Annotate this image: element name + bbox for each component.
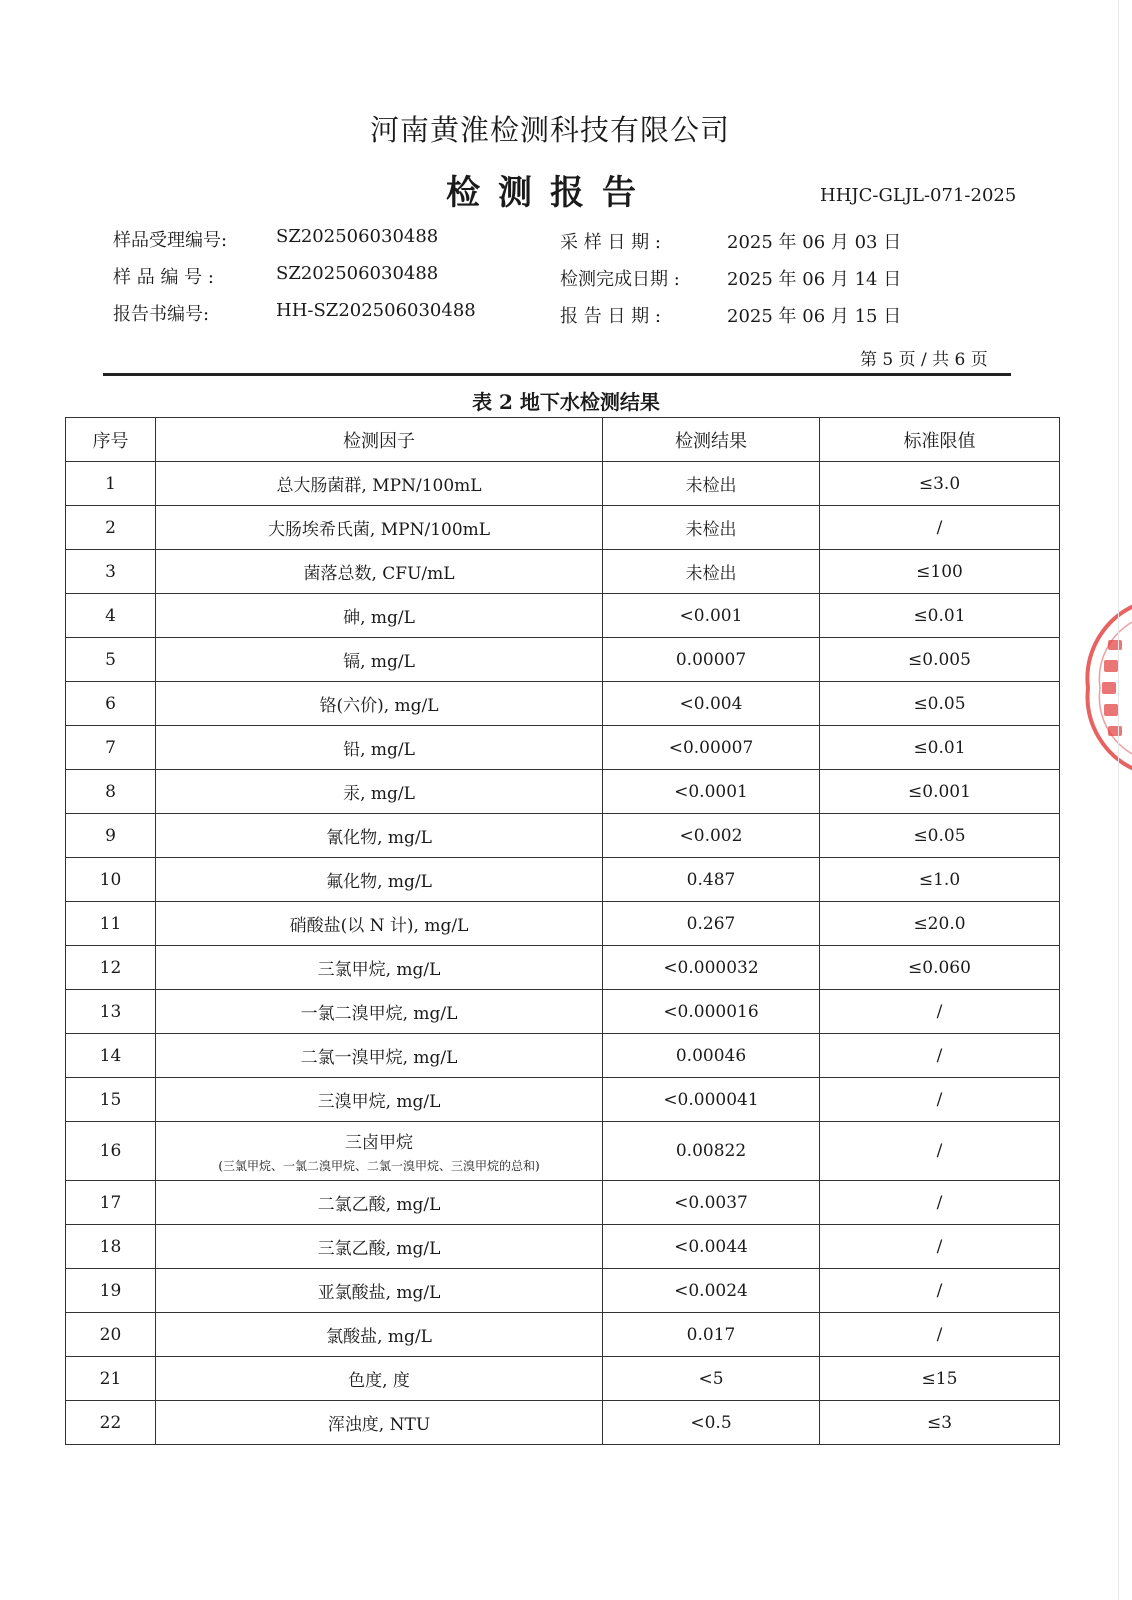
table-row [66, 1225, 1060, 1269]
cell-no: 8 [66, 770, 156, 814]
table-row [66, 550, 1060, 594]
company-name: 河南黄淮检测科技有限公司 [369, 113, 730, 147]
meta-value-sampling-date: 2025 年 06 月 03 日 [727, 232, 902, 253]
cell-item: 铅, mg/L [156, 726, 603, 770]
cell-limit: / [820, 1078, 1060, 1122]
cell-item: 亚氯酸盐, mg/L [156, 1269, 603, 1313]
table-row [66, 726, 1060, 770]
cell-no: 17 [66, 1181, 156, 1225]
cell-limit: / [820, 1122, 1060, 1181]
cell-limit: ≤0.005 [820, 638, 1060, 682]
cell-item: 色度, 度 [156, 1357, 603, 1401]
seal-stamp-fragment [1078, 600, 1132, 775]
table-row [66, 682, 1060, 726]
cell-result: 0.00822 [603, 1122, 820, 1181]
table-row [66, 770, 1060, 814]
header-limit: 标准限值 [820, 418, 1060, 462]
table-row [66, 1357, 1060, 1401]
table-row [66, 1034, 1060, 1078]
cell-result: <0.000032 [603, 946, 820, 990]
results-table [65, 417, 1060, 1445]
cell-item: 砷, mg/L [156, 594, 603, 638]
table-header-row [66, 418, 1060, 462]
cell-item: 氯酸盐, mg/L [156, 1313, 603, 1357]
cell-item: 一氯二溴甲烷, mg/L [156, 990, 603, 1034]
cell-result: <0.0001 [603, 770, 820, 814]
cell-limit: ≤100 [820, 550, 1060, 594]
cell-item: 二氯乙酸, mg/L [156, 1181, 603, 1225]
page-number: 第 5 页 / 共 6 页 [860, 350, 988, 370]
meta-label-sample-no: 样 品 编 号 : [113, 267, 214, 288]
table-row [66, 814, 1060, 858]
table-row [66, 594, 1060, 638]
cell-item: 汞, mg/L [156, 770, 603, 814]
table-row [66, 506, 1060, 550]
cell-no: 1 [66, 462, 156, 506]
cell-limit: ≤15 [820, 1357, 1060, 1401]
cell-limit: ≤1.0 [820, 858, 1060, 902]
cell-no: 15 [66, 1078, 156, 1122]
cell-result: <0.0024 [603, 1269, 820, 1313]
cell-result: 0.487 [603, 858, 820, 902]
cell-item: 菌落总数, CFU/mL [156, 550, 603, 594]
cell-limit: ≤20.0 [820, 902, 1060, 946]
cell-no: 11 [66, 902, 156, 946]
cell-result: <0.001 [603, 594, 820, 638]
cell-no: 19 [66, 1269, 156, 1313]
table-row [66, 1401, 1060, 1445]
cell-item: 三氯甲烷, mg/L [156, 946, 603, 990]
meta-value-report-date: 2025 年 06 月 15 日 [727, 306, 902, 327]
cell-no: 16 [66, 1122, 156, 1181]
cell-item: 总大肠菌群, MPN/100mL [156, 462, 603, 506]
cell-no: 5 [66, 638, 156, 682]
cell-no: 7 [66, 726, 156, 770]
cell-no: 6 [66, 682, 156, 726]
meta-value-accept-no: SZ202506030488 [276, 226, 439, 247]
header-item: 检测因子 [156, 418, 603, 462]
meta-label-report-no: 报告书编号: [113, 304, 210, 325]
table-row [66, 638, 1060, 682]
cell-limit: / [820, 1225, 1060, 1269]
cell-item: 大肠埃希氏菌, MPN/100mL [156, 506, 603, 550]
cell-item: 氰化物, mg/L [156, 814, 603, 858]
cell-result: <0.5 [603, 1401, 820, 1445]
report-title: 检测报告 [446, 173, 654, 213]
cell-item: 三氯乙酸, mg/L [156, 1225, 603, 1269]
document-code: HHJC-GLJL-071-2025 [820, 185, 1017, 206]
cell-item: 镉, mg/L [156, 638, 603, 682]
cell-item: 铬(六价), mg/L [156, 682, 603, 726]
cell-result: 0.017 [603, 1313, 820, 1357]
table-row [66, 858, 1060, 902]
cell-result: <0.0044 [603, 1225, 820, 1269]
cell-result: <0.002 [603, 814, 820, 858]
cell-result: <0.004 [603, 682, 820, 726]
cell-limit: ≤0.05 [820, 682, 1060, 726]
cell-result: 0.00046 [603, 1034, 820, 1078]
cell-result: <0.00007 [603, 726, 820, 770]
cell-item-main: 三卤甲烷 [345, 1133, 413, 1153]
cell-no: 10 [66, 858, 156, 902]
cell-result: <0.000041 [603, 1078, 820, 1122]
meta-label-accept-no: 样品受理编号: [113, 230, 228, 251]
meta-label-completion-date: 检测完成日期 : [560, 269, 680, 290]
table-row [66, 1313, 1060, 1357]
meta-label-sampling-date: 采 样 日 期 : [560, 232, 661, 253]
header-no: 序号 [66, 418, 156, 462]
scan-edge-line [1118, 0, 1119, 1600]
cell-limit: ≤0.01 [820, 726, 1060, 770]
cell-result: 0.267 [603, 902, 820, 946]
cell-result: 未检出 [603, 462, 820, 506]
cell-result: <5 [603, 1357, 820, 1401]
cell-item: 三溴甲烷, mg/L [156, 1078, 603, 1122]
header-result: 检测结果 [603, 418, 820, 462]
cell-result: 未检出 [603, 550, 820, 594]
cell-item [156, 1122, 603, 1181]
meta-label-report-date: 报 告 日 期 : [560, 306, 661, 327]
table-row [66, 1181, 1060, 1225]
meta-value-report-no: HH-SZ202506030488 [276, 300, 476, 321]
cell-limit: / [820, 1034, 1060, 1078]
cell-no: 12 [66, 946, 156, 990]
cell-no: 14 [66, 1034, 156, 1078]
cell-limit: / [820, 1269, 1060, 1313]
cell-no: 4 [66, 594, 156, 638]
table-row [66, 946, 1060, 990]
header-divider [103, 373, 1011, 376]
meta-value-completion-date: 2025 年 06 月 14 日 [727, 269, 902, 290]
cell-limit: ≤3.0 [820, 462, 1060, 506]
table-row [66, 1078, 1060, 1122]
cell-no: 21 [66, 1357, 156, 1401]
cell-no: 13 [66, 990, 156, 1034]
cell-no: 20 [66, 1313, 156, 1357]
table-row [66, 462, 1060, 506]
cell-limit: ≤3 [820, 1401, 1060, 1445]
table-row [66, 1269, 1060, 1313]
cell-item: 氟化物, mg/L [156, 858, 603, 902]
cell-limit: / [820, 1313, 1060, 1357]
cell-limit: ≤0.060 [820, 946, 1060, 990]
table-row [66, 990, 1060, 1034]
cell-limit: / [820, 990, 1060, 1034]
table-row [66, 902, 1060, 946]
cell-no: 18 [66, 1225, 156, 1269]
cell-item: 二氯一溴甲烷, mg/L [156, 1034, 603, 1078]
cell-result: 未检出 [603, 506, 820, 550]
cell-no: 22 [66, 1401, 156, 1445]
cell-item: 浑浊度, NTU [156, 1401, 603, 1445]
cell-limit: ≤0.05 [820, 814, 1060, 858]
cell-limit: ≤0.01 [820, 594, 1060, 638]
cell-limit: / [820, 1181, 1060, 1225]
cell-limit: / [820, 506, 1060, 550]
cell-limit: ≤0.001 [820, 770, 1060, 814]
cell-item-note: (三氯甲烷、一氯二溴甲烷、二氯一溴甲烷、三溴甲烷的总和) [218, 1159, 540, 1173]
meta-value-sample-no: SZ202506030488 [276, 263, 439, 284]
table-row [66, 1122, 1060, 1181]
cell-no: 2 [66, 506, 156, 550]
cell-no: 9 [66, 814, 156, 858]
cell-result: <0.000016 [603, 990, 820, 1034]
cell-result: <0.0037 [603, 1181, 820, 1225]
table-caption: 表 2 地下水检测结果 [472, 390, 660, 414]
cell-item: 硝酸盐(以 N 计), mg/L [156, 902, 603, 946]
cell-result: 0.00007 [603, 638, 820, 682]
cell-no: 3 [66, 550, 156, 594]
